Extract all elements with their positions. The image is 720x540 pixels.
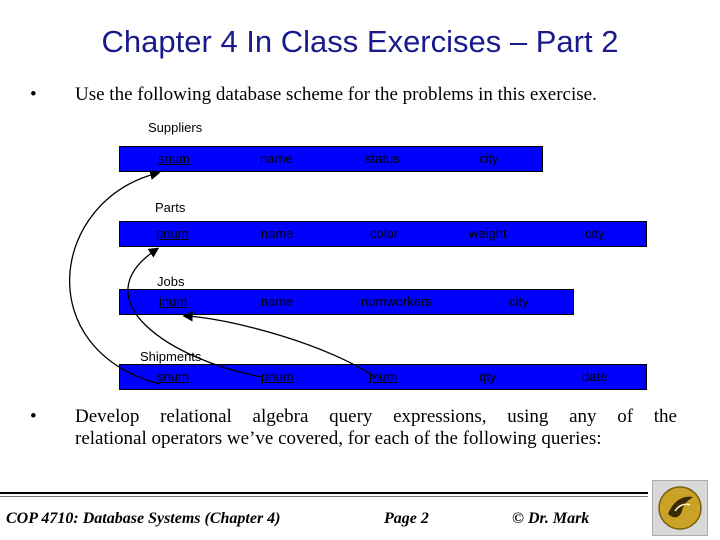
attr-color: color (370, 226, 399, 241)
attr-qty: qty (479, 369, 497, 384)
footer-page: Page 2 (384, 510, 429, 527)
attr-weight: weight (469, 226, 507, 241)
attr-jnum: jnum (369, 369, 398, 384)
attr-date: date (582, 369, 608, 384)
bullet-text-line2: relational operators we’ve covered, for each of the following queries: (75, 428, 602, 449)
bullet-text: Use the following database scheme for the problems in this exercise. (75, 84, 597, 105)
table-row-suppliers (119, 146, 543, 172)
table-row-parts (119, 221, 647, 247)
footer-divider-shadow (0, 496, 648, 497)
slide-title: Chapter 4 In Class Exercises – Part 2 (101, 24, 619, 59)
attr-status: status (365, 151, 400, 166)
bullet-marker: • (30, 406, 37, 427)
table-row-jobs (119, 289, 574, 315)
table-label-suppliers: Suppliers (148, 120, 203, 135)
attr-name: name (261, 226, 294, 241)
attr-city: city (585, 226, 605, 241)
attr-snum: snum (158, 151, 190, 166)
attr-pnum: pnum (156, 226, 189, 241)
attr-name: name (260, 151, 293, 166)
attr-pnum: pnum (261, 369, 294, 384)
attr-name: name (261, 294, 294, 309)
attr-city: city (479, 151, 499, 166)
attr-snum: snum (157, 369, 189, 384)
ucf-pegasus-logo-icon (652, 480, 708, 536)
table-label-parts: Parts (155, 200, 186, 215)
attr-city: city (509, 294, 529, 309)
footer-course: COP 4710: Database Systems (Chapter 4) (6, 510, 281, 527)
footer-author: © Dr. Mark (512, 510, 590, 527)
bullet-marker: • (30, 84, 37, 105)
bullet-text-line1: Develop relational algebra query expressions, using any of the (75, 406, 677, 427)
table-label-jobs: Jobs (157, 274, 185, 289)
footer-divider (0, 492, 648, 494)
attr-jnum: jnum (159, 294, 188, 309)
attr-numworkers: numworkers (361, 294, 432, 309)
table-label-shipments: Shipments (140, 349, 202, 364)
table-row-shipments (119, 364, 647, 390)
